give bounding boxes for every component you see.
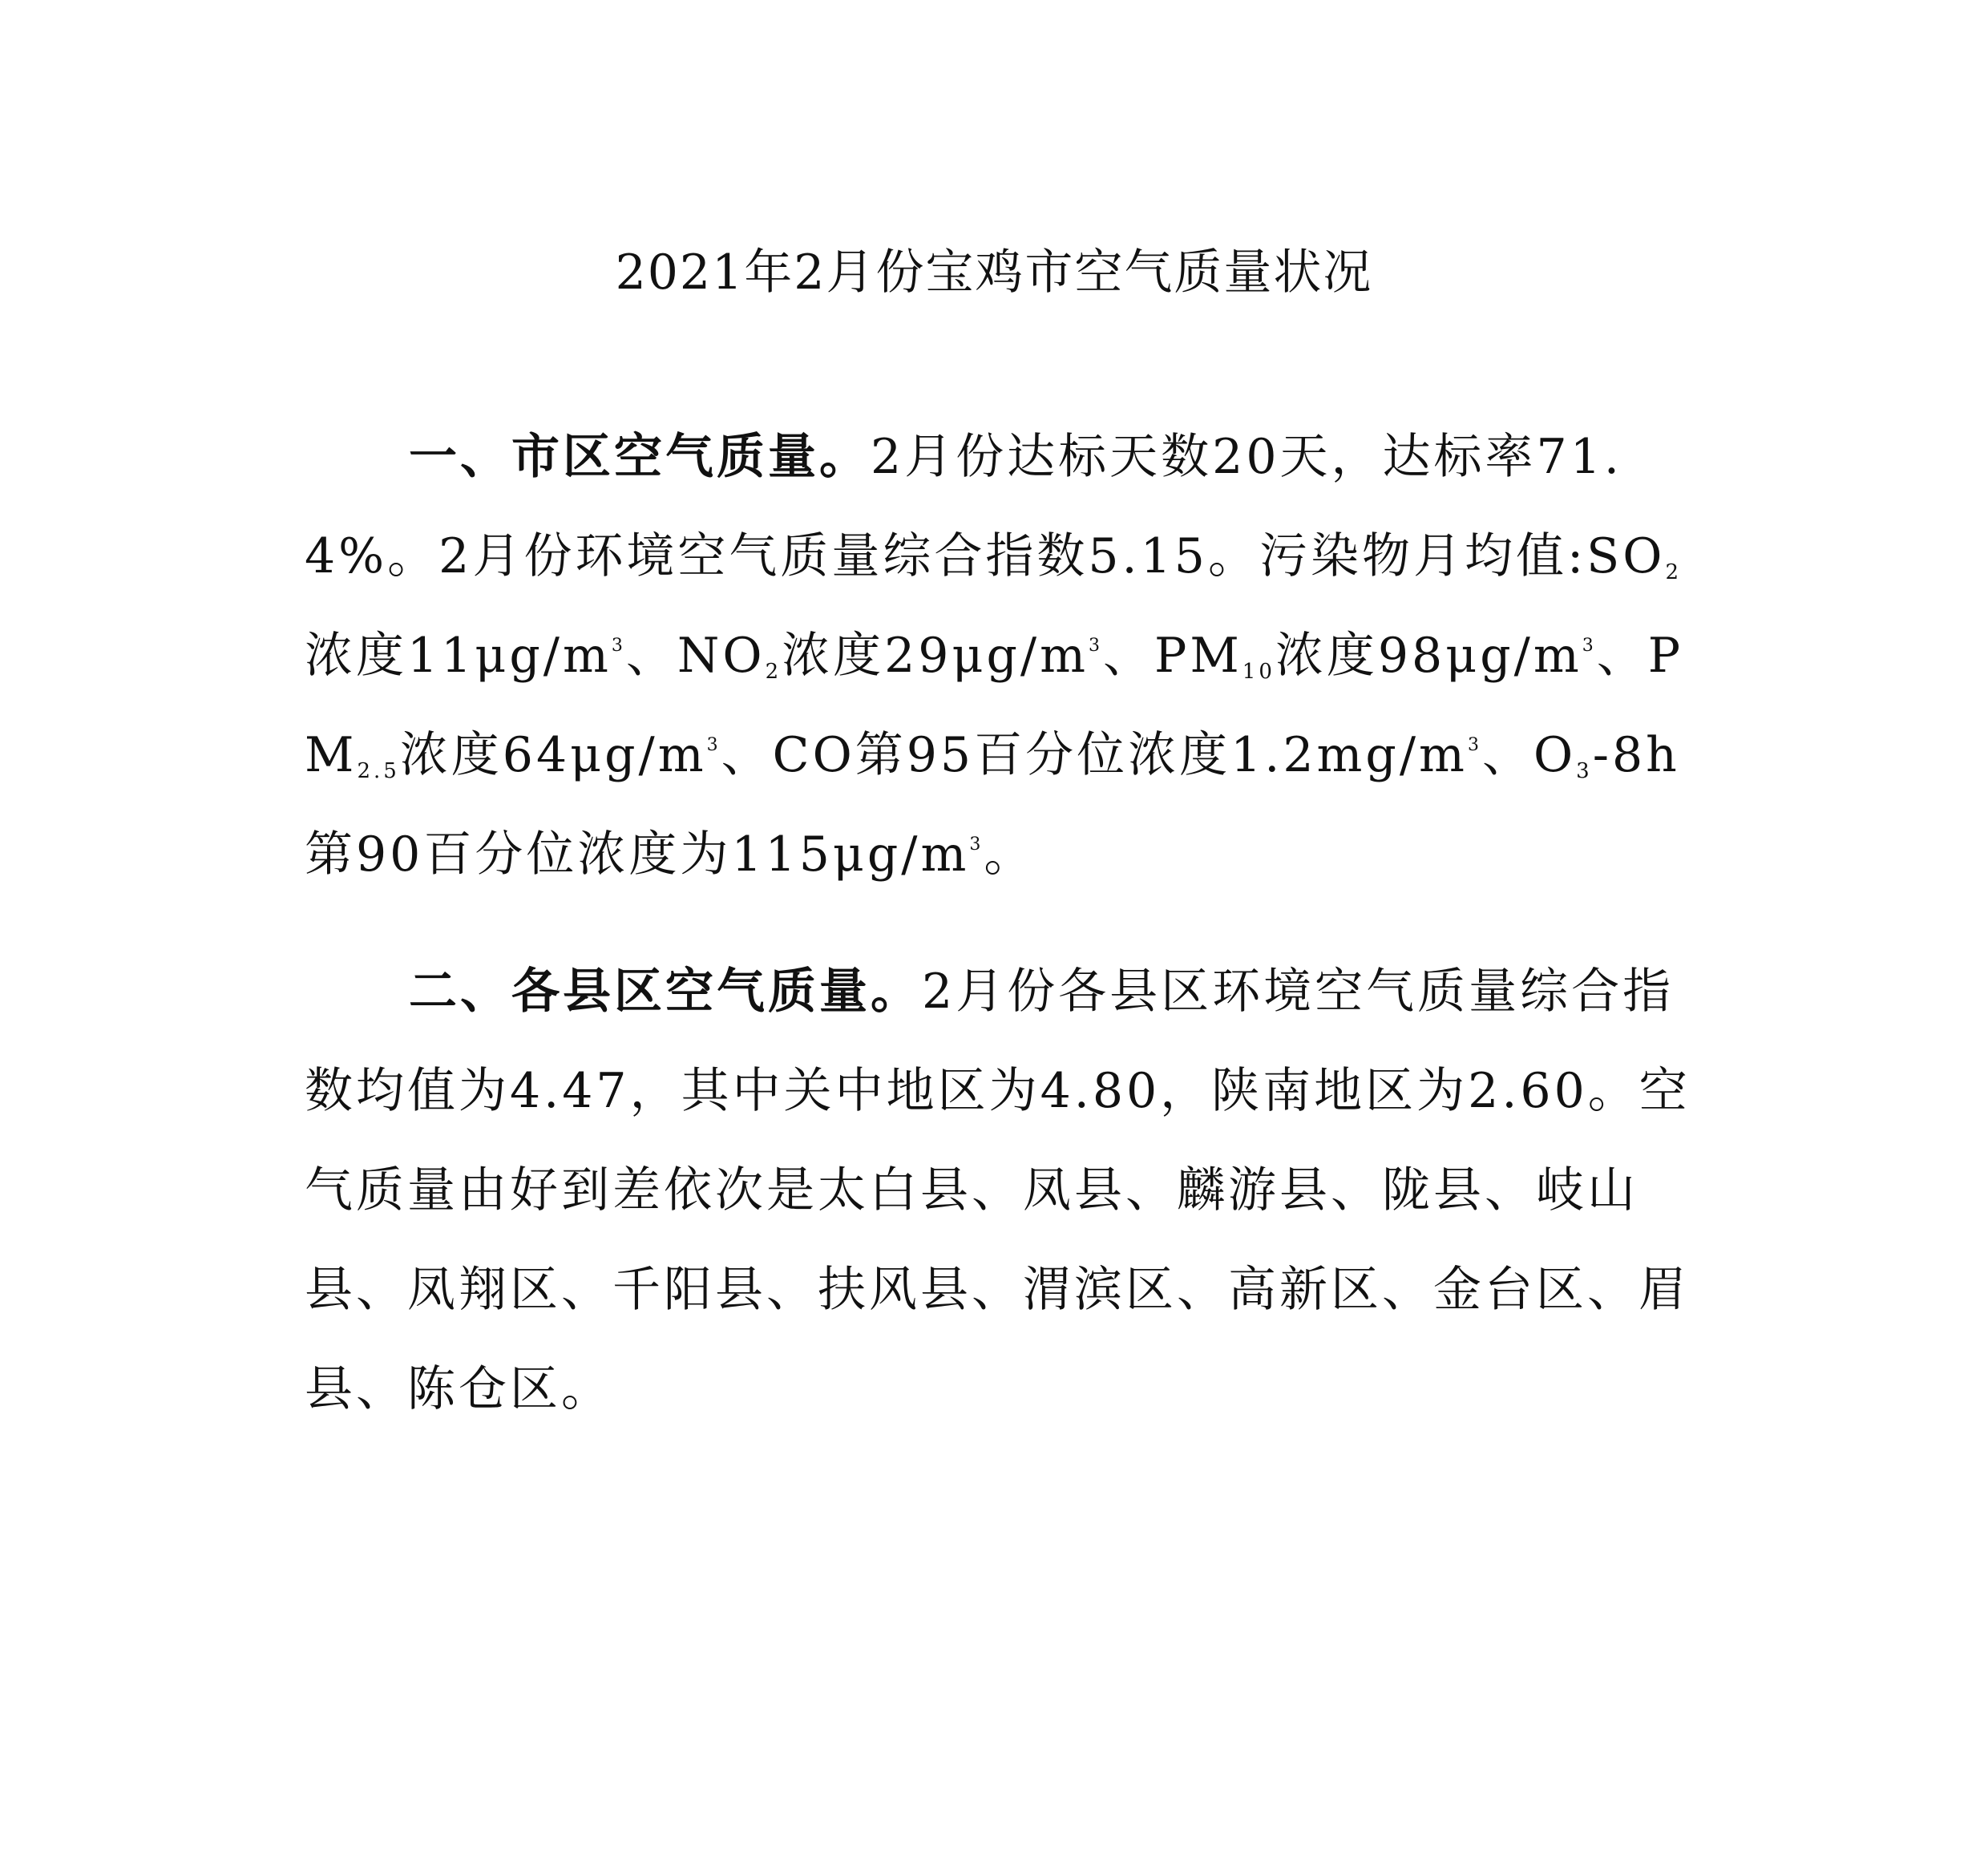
- pm10-name: PM: [1154, 628, 1242, 684]
- o3-name: O: [1533, 727, 1577, 783]
- so2-name: SO: [1586, 528, 1666, 584]
- sentence-end: 。: [984, 826, 1036, 883]
- separator: 、: [1481, 727, 1533, 783]
- no2-subscript: 2: [765, 660, 782, 684]
- no2-name: NO: [677, 628, 766, 684]
- pm10-subscript: 10: [1242, 660, 1275, 684]
- section-1-heading: 一、市区空气质量。: [409, 429, 871, 485]
- section-1-intro: 2月份达标天数20天，达标率71.4%。2月份环境空气质量综合指数5.15。污染物月均值:: [305, 429, 1622, 584]
- pm25-subscript: 2.5: [357, 759, 400, 783]
- co-value: CO第95百分位浓度1.2mg/m: [772, 727, 1468, 783]
- so2-subscript: 2: [1665, 560, 1683, 584]
- separator: 、: [1596, 628, 1648, 684]
- section-urban-air-quality: [305, 407, 1699, 904]
- unit-superscript: 3: [1582, 636, 1597, 656]
- separator: 、: [625, 628, 677, 684]
- section-county-air-quality: [305, 942, 1699, 1439]
- document-title: 2021年2月份宝鸡市空气质量状况: [615, 244, 1373, 301]
- pm10-value: 浓度98μg/m: [1275, 628, 1582, 684]
- section-2-body: 2月份各县区环境空气质量综合指数均值为4.47，其中关中地区为4.80，陕南地区为2.60。空气质量由好到差依次是太白县、凤县、麟游县、陇县、岐山县、凤翔区、千阳县、扶风县、渭滨区、高新区、金台区、眉县、陈仓区。: [305, 964, 1691, 1417]
- no2-value: 浓度29μg/m: [782, 628, 1089, 684]
- unit-superscript: 3: [611, 636, 626, 656]
- pm25-name: PM: [305, 628, 1684, 783]
- pm25-value: 浓度64μg/m: [399, 727, 707, 783]
- separator: 、: [1102, 628, 1154, 684]
- o3-value: -8h第90百分位浓度为115μg/m: [305, 727, 1680, 883]
- unit-superscript: 3: [1088, 636, 1103, 656]
- unit-superscript: 3: [1467, 735, 1482, 755]
- so2-value: 浓度11μg/m: [305, 628, 612, 684]
- unit-superscript: 3: [706, 735, 721, 755]
- section-2-heading: 二、各县区空气质量。: [409, 964, 922, 1020]
- unit-superscript: 3: [969, 835, 984, 855]
- separator: 、: [721, 727, 773, 783]
- o3-subscript: 3: [1576, 759, 1593, 783]
